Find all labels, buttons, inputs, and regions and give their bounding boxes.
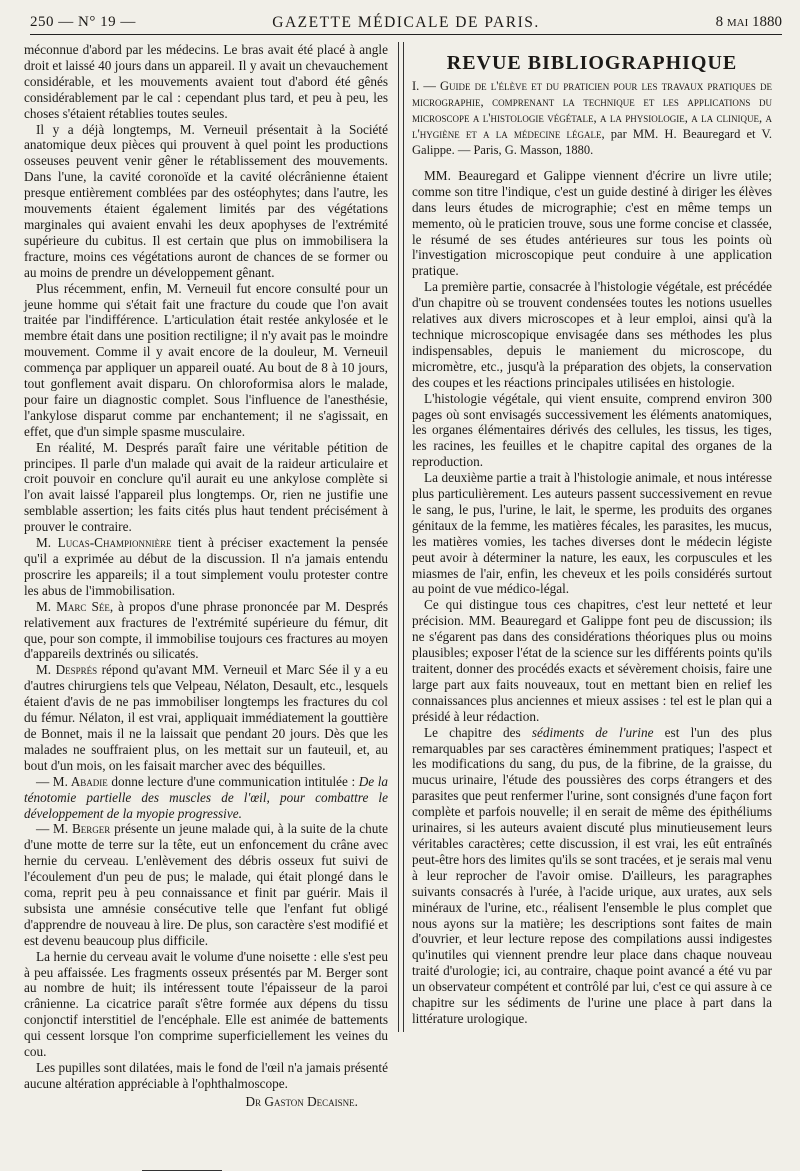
paragraph: méconnue d'abord par les médecins. Le bras avait été placé à angle droit et laissé 40 jours dans un appareil. Il y avait un chevauchement considérable, et les mouvements avaient tout d'abord été gênés considérablement par le cal : cependant plus tard, et peu à peu, les choses s'étaient rétablies toutes seules. <box>24 42 388 121</box>
paragraph: Les pupilles sont dilatées, mais le fond de l'œil n'a jamais présenté aucune altération appréciable à l'ophthalmoscope. <box>24 1060 388 1091</box>
left-column <box>24 42 388 1171</box>
speaker-name: — M. Abadie <box>36 773 108 789</box>
paragraph: La hernie du cerveau avait le volume d'une noisette : elle s'est peu à peu affaissée. Les fragments osseux présentés par M. Berger sont au nombre de huit; ils intéressent toute l'épaisseur de la paroi crânienne. La cicatrice paraît s'être formée aux dépens du tissu conjonctif interstitiel de l'encéphale. Elle est animée de battements qui cessent lorsque l'on comprime superficiellement les veines du cou. <box>24 948 388 1060</box>
paragraph: La première partie, consacrée à l'histologie végétale, est précédée d'un chapitre où se trouvent condensées toutes les notions usuelles relatives aux divers microscopes et à leur emploi, ainsi qu'à la technique microscopique envisagée dans ses méthodes les plus indispensables, depuis le maniement du microscope, du micromètre, etc., jusqu'à la préparation des objets, la conservation des coupes et les réactions principales utilisées en histologie. <box>412 279 772 390</box>
issue-date <box>716 14 782 31</box>
paragraph: La deuxième partie a trait à l'histologie animale, et nous intéresse plus particulièrement. Les auteurs passent successivement en revue le sang, le pus, l'urine, le lait, le sperme, les produits des organes génitaux de la femme, les matières fécales, les parasites, les mucus, les matières vomies, les taches diverses dont le médecin légiste peut avoir à déterminer la nature, les eaux, les corpuscules et les miasmes de l'air, enfin, les cheveux et les poils considérés surtout au point de vue médico-légal. <box>412 470 772 597</box>
paragraph: En réalité, M. Després paraît faire une véritable pétition de principes. Il parle d'un malade qui avait de la raideur articulaire et croit pouvoir en conclure qu'il aurait eu une ankylose complète si l'on avait laissé l'appareil plus longtemps. Or, rien ne justifie une semblable assertion; les faits cités plus haut tendent précisément à prouver le contraire. <box>24 439 388 535</box>
book-authors: par MM. H. Beauregard et V. Galippe. — Paris, G. Masson, 1880. <box>412 126 772 157</box>
emphasis: sédiments de l'urine <box>531 724 654 740</box>
right-column <box>412 42 772 1027</box>
paragraph: — M. Berger présente un jeune malade qui, à la suite de la chute d'une motte de terre sur la tête, eut un enfoncement du crâne avec hernie du cerveau. L'enlèvement des débris osseux fut suivi de l'écoulement d'un peu de pus; le malade, qui était plongé dans le coma, reprit peu à peu connaissance et finit par guérir. Mais il subsista une amnésie consécutive telle que l'enfant fut obligé d'apprendre de nouveau à lire. De plus, son caractère s'est modifié et est devenu beaucoup plus difficile. <box>24 821 388 948</box>
speaker-name: M. Marc Sée <box>36 598 110 614</box>
speaker-name: M. Lucas-Championnière <box>36 535 172 551</box>
speaker-name: M. Després <box>36 662 98 678</box>
paragraph: M. Després répond qu'avant MM. Verneuil et Marc Sée il y a eu d'autres chirurgiens tels que Velpeau, Nélaton, Desault, etc., lesquels étaient d'avis de ne pas immobiliser longtemps les fractures du col du fémur. Nélaton, il est vrai, appliquait immédiatement la gouttière de Bonnet, mais il ne la laissait que pendant 20 jours. Dès que les malades ne souffraient plus, on les mettait sur un fauteuil, et, au bout d'un mois, on les faisait marcher avec des béquilles. <box>24 662 388 773</box>
paragraph: Plus récemment, enfin, M. Verneuil fut encore consulté pour un jeune homme qui s'était fait une fracture du coude que l'on avait traitée par l'indifférence. L'articulation était restée ankylosée et le membre était dans une position rectiligne; il n'y avait pas le moindre mouvement. Comme il y avait encore de la douleur, M. Verneuil commença par appliquer un appareil ouaté. Au bout de 8 à 10 jours, tout gonflement avait disparu. On chloroformisa alors le malade, pour faire un diagnostic complet. Sous l'influence de l'anesthésie, l'ankylose disparut comme par enchantement; il ne s'agissait, en effet, que d'un simple spasme musculaire. <box>24 280 388 439</box>
date-year: 1880 <box>752 14 782 30</box>
paragraph: — M. Abadie donne lecture d'une communication intitulée : De la ténotomie partielle des muscles de l'œil, pour combattre le développement de la myopie progressive. <box>24 773 389 821</box>
page-header <box>30 8 782 35</box>
communication-title: De la ténotomie partielle des muscles de l'œil, pour combattre le développement de la myopie progressive. <box>24 773 389 821</box>
date-month: mai <box>726 14 749 30</box>
journal-title: GAZETTE MÉDICALE DE PARIS. <box>272 14 540 31</box>
speaker-name: — M. Berger <box>36 821 111 837</box>
date-day: 8 <box>715 14 724 30</box>
paragraph: Ce qui distingue tous ces chapitres, c'est leur netteté et leur précision. MM. Beauregard et Galippe font peu de discussion; ils ne s'égarent pas dans des considérations théoriques plus ou moins plausibles; exposer l'état de la science sur les différents points qu'ils traitent, donner des procédés exacts et sévèrement choisis, faire une large part aux faits nouveaux, tout en mettant bien en relief les connaissances plus anciennes et mieux assises : tel est le plan qui a présidé à leur rédaction. <box>412 597 772 724</box>
book-title: Guide de l'élève et du praticien pour les travaux pratiques de micrographie, comprenant la technique et les applications du microscope a l'histologie végétale, a la physiologie, a la clinique, a l'hygiène et a la médecine légale, <box>412 78 773 141</box>
signature: Dr Gaston Decaisne. <box>245 1093 358 1109</box>
paragraph: M. Marc Sée, à propos d'une phrase prononcée par M. Després relativement aux fractures de l'extrémité supérieure du fémur, dit que, pour son compte, il immobilise toujours ces fractures au moyen d'appareils dextrinés ou silicatés. <box>24 598 388 662</box>
page-issue: 250 — N° 19 — <box>30 14 136 30</box>
book-reference: I. — Guide de l'élève et du praticien pour les travaux pratiques de micrographie, comprenant la technique et les applications du microscope a l'histologie végétale, a la physiologie, a la clinique, a l'hygiène et a la médecine légale, par MM. H. Beauregard et V. Galippe. — Paris, G. Masson, 1880. <box>412 78 773 157</box>
paragraph: Il y a déjà longtemps, M. Verneuil présentait à la Société anatomique deux pièces qui prouvent à quel point les productions osseuses peuvent venir gêner le rétablissement des mouvements. Dans l'une, la cavité coronoïde et la cavité olécrânienne étaient presque entièrement comblées par des ostéophytes; dans l'autre, les mouvements étaient également limités par des végétations marginales qui avaient envahi les deux apophyses de l'extrémité supérieure du cubitus. Il est certain que plus on immobilisera la fracture, moins ces végétations auront de chances de se former ou au moins de prendre un développement gênant. <box>24 121 388 280</box>
paragraph: M. Lucas-Championnière tient à préciser exactement la pensée qu'il a exprimée au début de la discussion. Il n'a jamais entendu proscrire les appareils; il a tout simplement voulu protester contre les abus de l'immobilisation. <box>24 535 388 598</box>
section-title: REVUE BIBLIOGRAPHIQUE <box>446 52 738 74</box>
paragraph: MM. Beauregard et Galippe viennent d'écrire un livre utile; comme son titre l'indique, c'est un guide destiné à diriger les élèves dans leurs études de micrographie; c'est en même temps un memento, où le praticien trouve, sous une forme concise et classée, le résumé de ses études antérieures sur tous les points où l'investigation microscopique peut conduire à une application pratique. <box>412 167 772 279</box>
paragraph: Le chapitre des sédiments de l'urine est l'un des plus remarquables par ses caractères éminemment pratiques; l'aspect et les modifications du sang, du pus, de la fibrine, de la graisse, du mucus urinaire, l'étude des poussières des corps étrangers et des parasites que peut renfermer l'urine, sont consignés d'une façon fort complète et parfois nouvelle; il en serait de même des épithéliums urinaires, si les auteurs avaient discuté plus minutieusement leurs véritables caractères; cette discussion, il est vrai, les eût entraînés peut-être hors des limites qu'ils se sont tracées, et je serais mal venu à leur reprocher de l'avoir omise. D'ailleurs, les paragraphes suivants consacrés à l'urée, à l'acide urique, aux urates, aux sels minéraux de l'urine, etc., réalisent l'ensemble le plus complet que nous ayons sur la matière; les descriptions sont faites de main d'ouvrier, et leur lecture repose des compilations aussi indigestes qu'inutiles qui viennent prendre leur place dans chaque nouveau traité d'urologie; ici, au contraire, chaque point avancé a été vu par un observateur compétent et contrôlé par lui, c'est ce qui assure à ce chapitre sur les sédiments de l'urine une place à part dans la littérature urologique. <box>412 724 773 1026</box>
paragraph: L'histologie végétale, qui vient ensuite, comprend environ 300 pages où sont envisagés successivement les éléments anatomiques, les organes élémentaires dérivés des cellules, les tissus, les tiges, les racines, les feuilles et le chapitre capital des organes de la reproduction. <box>412 390 772 470</box>
column-divider <box>398 42 404 1032</box>
